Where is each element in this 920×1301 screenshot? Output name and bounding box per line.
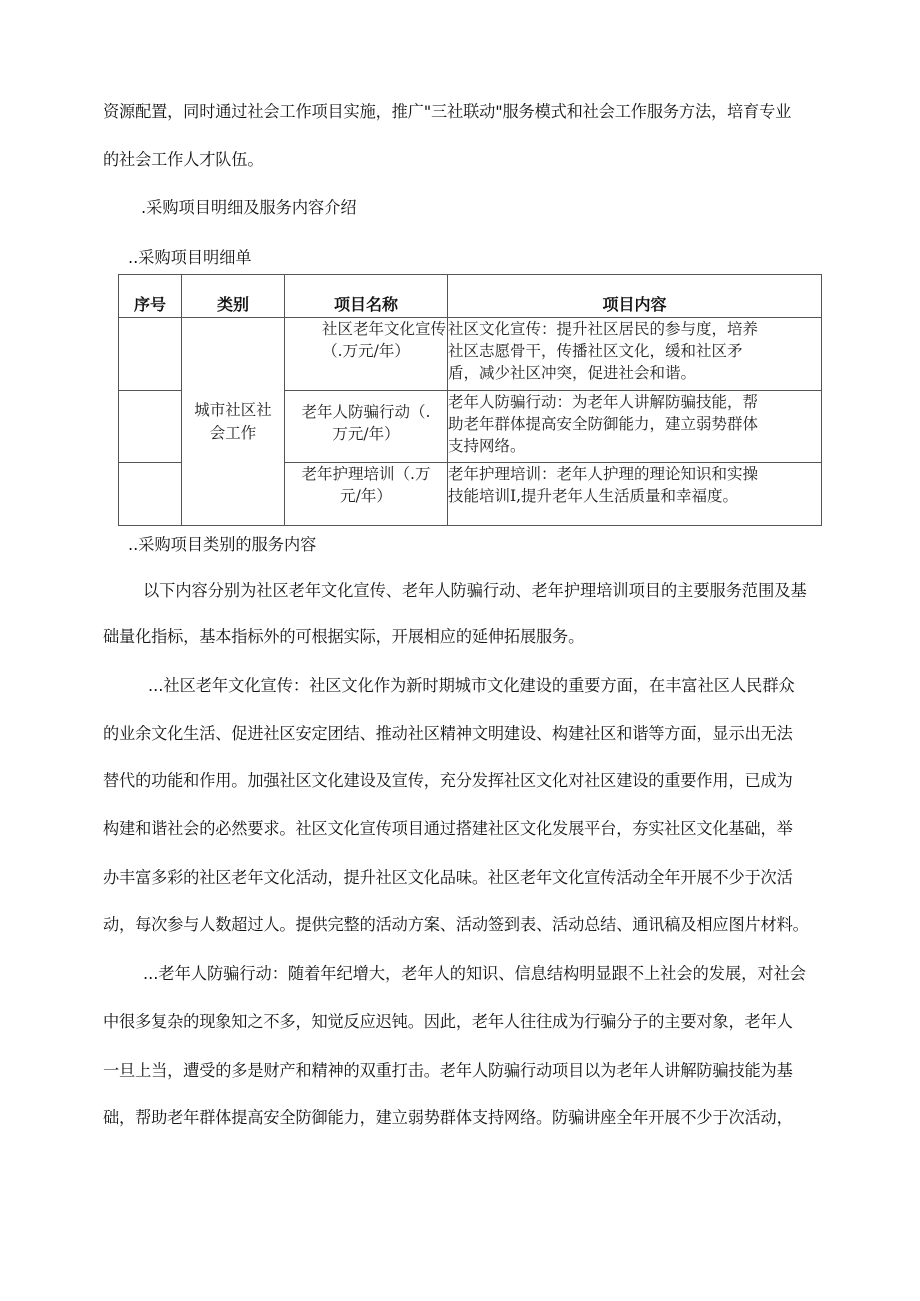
row-index	[119, 318, 182, 391]
project-content-cell	[448, 463, 822, 526]
project-name-line: 社区老年文化宣传	[321, 320, 446, 338]
intro-line: 的社会工作人才队伍。	[103, 150, 264, 169]
subsection-heading-services: ..采购项目类别的服务内容	[128, 535, 317, 554]
project-name-line: 老年护理培训（.万	[301, 465, 431, 483]
paragraph-line: 动，每次参与人数超过人。提供完整的活动方案、活动签到表、活动总结、通讯稿及相应图片材料。	[103, 915, 809, 934]
project-name-line: 万元/年）	[332, 425, 400, 443]
project-content-line: 盾，减少社区冲突，促进社会和谐。	[448, 364, 697, 382]
paragraph-line: 替代的功能和作用。加强社区文化建设及宣传，充分发挥社区文化对社区建设的重要作用，已成为	[103, 771, 793, 790]
project-content-line: 老年人防骗行动：为老年人讲解防骗技能，帮	[448, 393, 759, 411]
section-heading: .采购项目明细及服务内容介绍	[141, 198, 357, 217]
header-project-name: 项目名称	[285, 275, 448, 318]
project-content-line: 技能培训Ⅰ,提升老年人生活质量和幸福度。	[448, 487, 739, 505]
paragraph-line: 础，帮助老年群体提高安全防御能力，建立弱势群体支持网络。防骗讲座全年开展不少于次活动，	[103, 1108, 793, 1127]
paragraph-line: 一旦上当，遭受的多是财产和精神的双重打击。老年人防骗行动项目以为老年人讲解防骗技能为基	[103, 1061, 793, 1080]
project-content-line: 助老年群体提高安全防御能力，建立弱势群体	[448, 415, 759, 433]
row-index	[119, 463, 182, 526]
paragraph-line: 构建和谐社会的必然要求。社区文化宣传项目通过搭建社区文化发展平台，夯实社区文化基础，举	[103, 819, 793, 838]
project-name-line: （.万元/年）	[322, 342, 410, 360]
procurement-items-table	[118, 274, 822, 526]
project-content-cell	[448, 318, 822, 391]
table-header-row	[119, 275, 822, 318]
paragraph-line: 础量化指标，基本指标外的可根据实际，开展相应的延伸拓展服务。	[103, 627, 585, 646]
category-cell	[182, 318, 285, 526]
project-name-cell	[285, 391, 448, 463]
header-category: 类别	[182, 275, 285, 318]
paragraph-line: 的业余文化生活、促进社区安定团结、推动社区精神文明建设、构建社区和谐等方面，显示出无法	[103, 724, 793, 743]
project-content-line: 老年护理培训：老年人护理的理论知识和实操	[448, 465, 759, 483]
project-content-line: 社区文化宣传：提升社区居民的参与度，培养	[448, 320, 759, 338]
category-line: 会工作	[209, 423, 257, 442]
subsection-heading-list: ..采购项目明细单	[128, 248, 252, 267]
table-row	[119, 318, 822, 391]
project-name-cell	[285, 318, 448, 391]
paragraph-line: 办丰富多彩的社区老年文化活动，提升社区文化品味。社区老年文化宣传活动全年开展不少于次活	[103, 868, 793, 887]
intro-line: 资源配置，同时通过社会工作项目实施，推广"三社联动"服务模式和社会工作服务方法，培育专业	[103, 102, 792, 121]
header-project-content: 项目内容	[448, 275, 822, 318]
project-content-cell	[448, 391, 822, 463]
project-name-cell	[285, 463, 448, 526]
paragraph-line: 中很多复杂的现象知之不多，知觉反应迟钝。因此，老年人往往成为行骗分子的主要对象，老年人	[103, 1012, 793, 1031]
category-line: 城市社区社	[194, 400, 272, 419]
row-index	[119, 391, 182, 463]
paragraph-line: 以下内容分别为社区老年文化宣传、老年人防骗行动、老年护理培训项目的主要服务范围及基	[143, 581, 807, 600]
paragraph-line: ...老年人防骗行动：随着年纪增大，老年人的知识、信息结构明显跟不上社会的发展，对社会	[143, 964, 806, 983]
paragraph-line: ...社区老年文化宣传：社区文化作为新时期城市文化建设的重要方面，在丰富社区人民群众	[148, 676, 795, 695]
project-name-line: 老年人防骗行动（.	[301, 403, 431, 421]
project-content-line: 社区志愿骨干，传播社区文化，缓和社区矛	[448, 342, 743, 360]
project-content-line: 支持网络。	[448, 437, 526, 455]
header-index: 序号	[119, 275, 182, 318]
project-name-line: 元/年）	[340, 487, 392, 505]
